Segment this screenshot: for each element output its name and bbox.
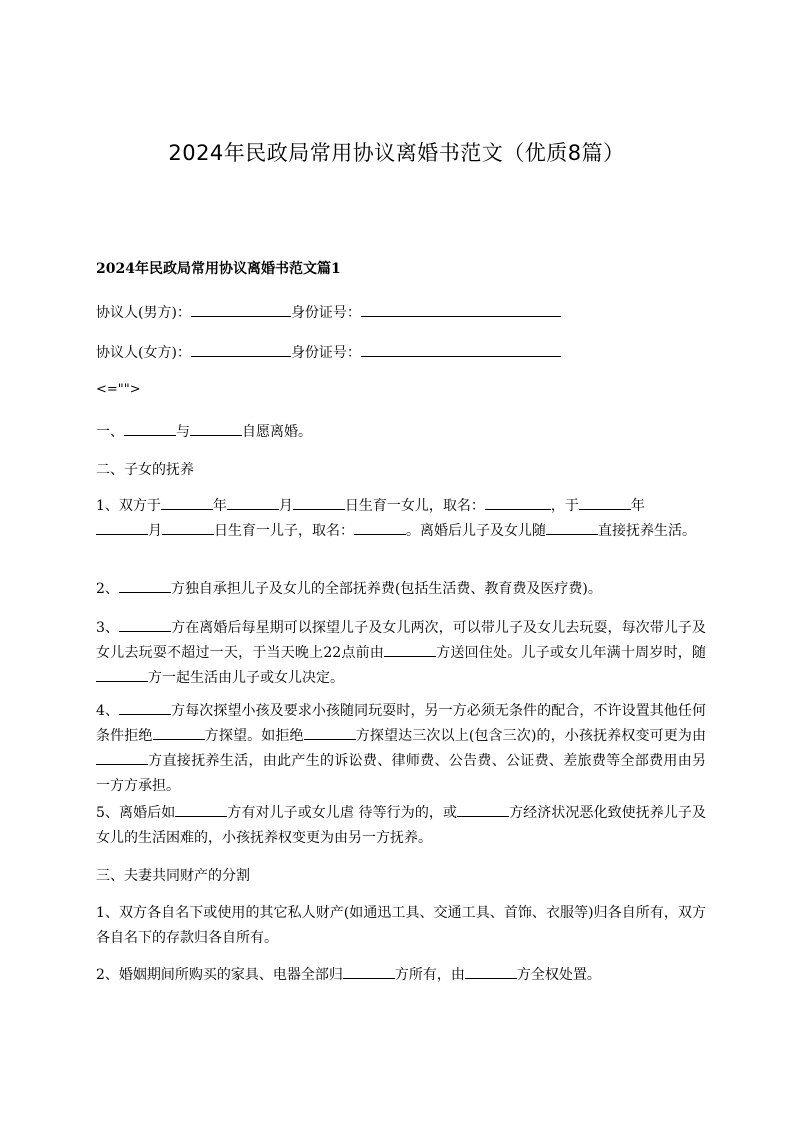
blank-field: [190, 421, 242, 436]
text-run: 年: [212, 498, 227, 514]
paragraph-item-5: [96, 801, 706, 851]
text-run: 方送回住处。儿子或女儿年满十周岁时，随: [436, 645, 706, 661]
blank-field: [361, 342, 561, 357]
text-run: 。离婚后儿子及女儿随: [406, 523, 546, 539]
text-run: 5、离婚后如: [96, 805, 176, 821]
paragraph-item-3: [96, 616, 706, 691]
text-run: 方探望达三次以上(包含三次)的，小孩抚养权变可更为由: [355, 728, 707, 744]
blank-field: [354, 520, 406, 535]
blank-field: [579, 495, 631, 510]
heading-property-division: 三、夫妻共同财产的分割: [96, 868, 250, 884]
party-male-line: [96, 302, 561, 323]
text-run: 方一起生活由儿子或女儿决定。: [148, 670, 344, 686]
party-female-line: [96, 342, 561, 363]
paragraph-item-2: [96, 577, 706, 602]
paragraph-property-1: 1、双方各自名下或使用的其它私人财产(如通迅工具、交通工具、首饰、衣服等)归各自所有，双方各自名下的存款归各自所有。: [96, 905, 706, 946]
text-run: 方在离婚后每星期可以探望儿子及女儿两次，可以带儿子及女儿去玩耍，每次带儿子及女儿去玩耍不超过一天，于当天晚上22点前由: [96, 620, 706, 661]
blank-field: [465, 964, 517, 979]
blank-field: [343, 964, 395, 979]
text-run: 方有对儿子或女儿虐 待等行为的，或: [227, 805, 458, 821]
text-run: 2、婚姻期间所购买的家具、电器全部归: [96, 967, 343, 983]
text-run: 方每次探望小孩及要求小孩随同玩耍时，另一方必须无条件的配合，不许设置其他任何条件拒绝: [96, 703, 706, 744]
blank-field: [124, 421, 176, 436]
paragraph-item-1: [96, 494, 706, 544]
blank-field: [119, 617, 171, 632]
blank-field: [153, 725, 205, 740]
text-run: 直接抚养生活。: [598, 523, 696, 539]
text-run: 年: [630, 498, 645, 514]
blank-field: [457, 802, 509, 817]
blank-field: [119, 700, 171, 715]
blank-field: [119, 578, 171, 593]
blank-field: [546, 520, 598, 535]
section-heading: 2024年民政局常用协议离婚书范文篇1: [96, 261, 341, 277]
text-run: 自愿离婚。: [242, 424, 312, 440]
blank-field: [384, 642, 436, 657]
text-run: 方探望。如拒绝: [204, 728, 304, 744]
heading-child-custody: 二、子女的抚养: [96, 462, 194, 478]
text-run: 2、: [96, 581, 119, 597]
blank-field: [293, 495, 345, 510]
text-run: 4、: [96, 703, 120, 719]
party-male-label: 协议人(男方)：: [96, 305, 191, 321]
paragraph-property-2: [96, 963, 706, 988]
blank-field: [227, 495, 279, 510]
text-run: 3、: [96, 620, 120, 636]
blank-field: [175, 802, 227, 817]
blank-field: [304, 725, 356, 740]
blank-field: [191, 302, 291, 317]
text-run: 日生育一儿子，取名：: [214, 523, 354, 539]
blank-field: [161, 495, 213, 510]
text-run: 一、: [96, 424, 124, 440]
blank-field: [162, 520, 214, 535]
text-run: 方全权处置。: [516, 967, 601, 983]
text-run: ，于: [550, 498, 579, 514]
text-run: 日生育一女儿，取名：: [344, 498, 485, 514]
text-run: 月: [148, 523, 162, 539]
stray-markup-text: <="">: [96, 382, 141, 397]
blank-field: [96, 520, 148, 535]
text-run: 方经济状况恶化致使抚养儿子及女儿的生活困难的，小孩抚养权变更为由另一方抚养。: [96, 805, 706, 846]
text-run: 方直接抚养生活，由此产生的诉讼费、律师费、公告费、公证费、差旅费等全部费用由另一方方承担。: [96, 753, 706, 794]
text-run: 1、双方于: [96, 498, 161, 514]
blank-field: [96, 667, 148, 682]
blank-field: [191, 342, 291, 357]
text-run: 月: [278, 498, 293, 514]
blank-field: [96, 750, 148, 765]
blank-field: [361, 302, 561, 317]
text-run: 方所有，由: [394, 967, 465, 983]
text-run: 方独自承担儿子及女儿的全部抚养费(包括生活费、教育费及医疗费)。: [170, 581, 602, 597]
document-title: 2024年民政局常用协议离婚书范文（优质8篇）: [168, 141, 625, 165]
text-run: 与: [176, 424, 190, 440]
id-label: 身份证号：: [290, 305, 361, 321]
paragraph-voluntary: [96, 421, 312, 442]
paragraph-item-4: [96, 699, 706, 799]
party-female-label: 协议人(女方)：: [96, 345, 191, 361]
id-label: 身份证号：: [290, 345, 361, 361]
blank-field: [485, 495, 551, 510]
